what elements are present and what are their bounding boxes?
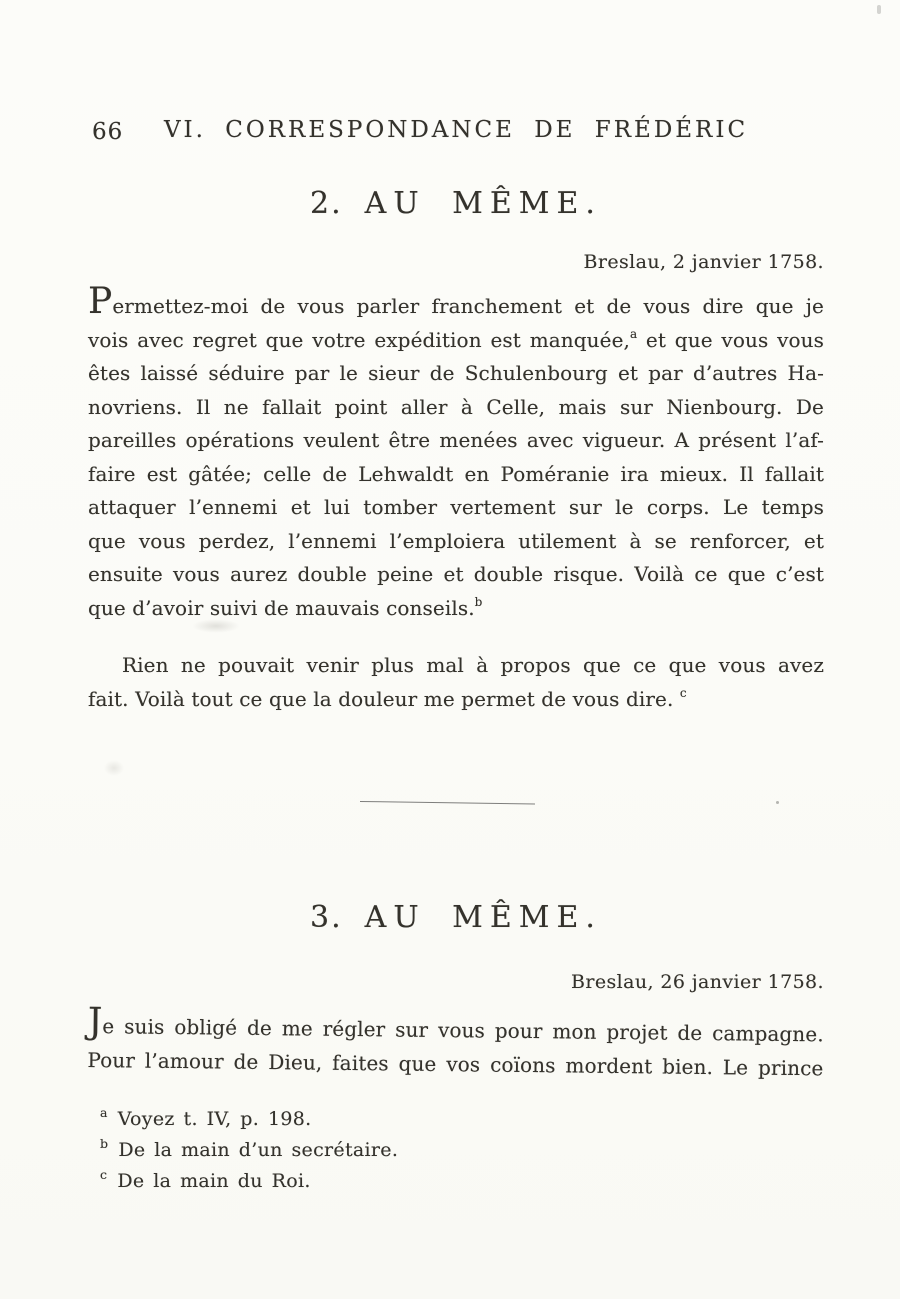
- text-line: que vous perdez, l’ennemi l’emploiera utilement à se renforcer, et: [88, 528, 824, 553]
- text-line: novriens. Il ne fallait point aller à Celle, mais sur Nienbourg. De: [88, 394, 824, 419]
- letter-2-heading: [88, 186, 824, 221]
- text-line: êtes laissé séduire par le sieur de Schulenbourg et par d’autres Ha-: [88, 361, 824, 385]
- footnote-text: Voyez t. IV, p. 198.: [117, 1108, 312, 1130]
- scan-smudge: [104, 760, 124, 776]
- letter-3-heading-number: 3.: [310, 900, 343, 935]
- running-head: [88, 117, 824, 147]
- letter-3-dateline: Breslau, 26 janvier 1758.: [570, 971, 824, 993]
- text-line: [88, 281, 824, 324]
- raised-initial-cap: J: [87, 1001, 103, 1043]
- letter-3-paragraph-1: [87, 1001, 824, 1085]
- footnote-marker-a: a: [100, 1104, 108, 1120]
- text-line: attaquer l’ennemi et lui tomber vertement sur le corps. Le temps: [88, 495, 824, 519]
- footnotes-block: [100, 1104, 740, 1197]
- text-line: faire est gâtée; celle de Lehwaldt en Poméranie ira mieux. Il fallait: [88, 461, 824, 486]
- text-line: Pour l’amour de Dieu, faites que vos coïons mordent bien. Le prince: [87, 1047, 824, 1080]
- text-segment: fait. Voilà tout ce que la douleur me permet de vous dire.: [88, 686, 680, 711]
- section-divider: [360, 801, 535, 804]
- footnote-text: De la main du Roi.: [117, 1170, 311, 1192]
- scan-speck: [776, 801, 779, 804]
- footnote-a: [100, 1104, 740, 1135]
- letter-2-heading-title: AU MÊME.: [364, 186, 602, 221]
- text-segment: que d’avoir suivi de mauvais conseils.: [88, 595, 475, 620]
- letter-3-heading: [88, 900, 824, 935]
- scan-speck: [877, 5, 881, 14]
- text-line: [88, 324, 824, 358]
- text-line: [88, 592, 824, 626]
- footnote-ref-b: b: [474, 594, 483, 609]
- letter-2-dateline: Breslau, 2 janvier 1758.: [583, 251, 824, 273]
- footnote-marker-c: c: [100, 1166, 108, 1182]
- letter-2-paragraph-1: [88, 281, 824, 625]
- text-line: ensuite vous aurez double peine et double risque. Voilà ce que c’est: [88, 562, 824, 586]
- footnote-text: De la main d’un secrétaire.: [118, 1139, 399, 1161]
- page-number: 66: [92, 119, 124, 145]
- running-title: VI. CORRESPONDANCE DE FRÉDÉRIC: [163, 117, 749, 143]
- letter-3-heading-title: AU MÊME.: [364, 900, 602, 935]
- letter-2-paragraph-2: [88, 649, 824, 716]
- text-line: pareilles opérations veulent être menées avec vigueur. A présent l’af-: [88, 428, 824, 452]
- text-segment: et que vous vous: [637, 327, 824, 352]
- letter-2-heading-number: 2.: [310, 186, 343, 221]
- footnote-b: [100, 1135, 740, 1166]
- footnote-marker-b: b: [100, 1135, 109, 1151]
- text-line: [88, 683, 824, 717]
- text-line: Rien ne pouvait venir plus mal à propos que ce que vous avez: [122, 653, 824, 677]
- footnote-ref-a: a: [629, 326, 638, 341]
- footnote-ref-c: c: [679, 685, 687, 700]
- raised-initial-cap: P: [88, 281, 113, 322]
- text-segment: vois avec regret que votre expédition est manquée,: [88, 327, 630, 352]
- text-segment: e suis obligé de me régler sur vous pour mon projet de campagne.: [102, 1014, 824, 1047]
- text-segment: ermettez-moi de vous parler franchement et de vous dire que je: [112, 294, 824, 318]
- footnote-c: [100, 1166, 740, 1197]
